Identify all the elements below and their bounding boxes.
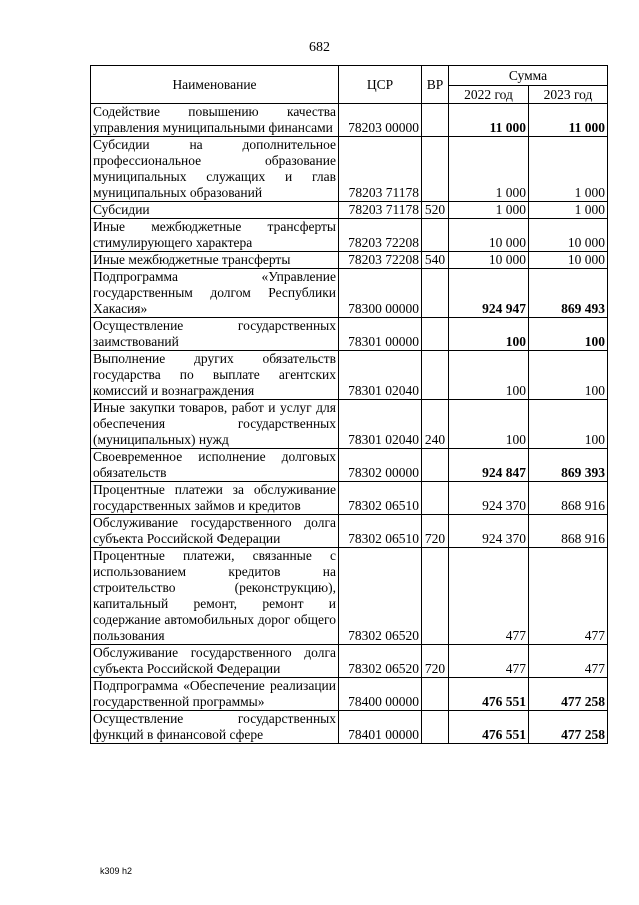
row-name: Подпрограмма «Управление государственным долгом Республики Хакасия»	[91, 269, 339, 318]
row-vr	[422, 137, 449, 202]
header-sum: Сумма	[449, 66, 608, 86]
page-number: 682	[309, 40, 330, 55]
row-csr: 78203 72208	[339, 219, 422, 252]
row-amount-2022: 100	[449, 318, 529, 351]
table-row	[91, 400, 608, 449]
row-name: Своевременное исполнение долговых обязательств	[91, 449, 339, 482]
table-row	[91, 318, 608, 351]
row-amount-2022: 100	[449, 400, 529, 449]
table-row	[91, 351, 608, 400]
header-vr: ВР	[422, 66, 449, 104]
row-csr: 78302 00000	[339, 449, 422, 482]
row-csr: 78302 06510	[339, 482, 422, 515]
row-amount-2023: 477 258	[529, 678, 608, 711]
table-row	[91, 104, 608, 137]
row-vr	[422, 318, 449, 351]
row-name: Выполнение других обязательств государства по выплате агентских комиссий и вознаграждения	[91, 351, 339, 400]
row-vr	[422, 219, 449, 252]
row-amount-2022: 477	[449, 548, 529, 645]
row-amount-2023: 1 000	[529, 137, 608, 202]
row-csr: 78203 00000	[339, 104, 422, 137]
row-name: Обслуживание государственного долга субъекта Российской Федерации	[91, 645, 339, 678]
table-row	[91, 219, 608, 252]
row-vr	[422, 482, 449, 515]
row-vr: 240	[422, 400, 449, 449]
table-header	[91, 66, 608, 104]
row-amount-2023: 477	[529, 645, 608, 678]
row-csr: 78203 72208	[339, 252, 422, 269]
table-body	[91, 104, 608, 744]
row-amount-2022: 10 000	[449, 219, 529, 252]
row-name: Процентные платежи, связанные с использованием кредитов на строительство (реконструкцию), капитальный ремонт, ремонт и содержание автомобильных дорог общего пользования	[91, 548, 339, 645]
row-vr	[422, 449, 449, 482]
row-amount-2022: 11 000	[449, 104, 529, 137]
table-row	[91, 202, 608, 219]
row-csr: 78302 06520	[339, 645, 422, 678]
row-name: Иные закупки товаров, работ и услуг для обеспечения государственных (муниципальных) нужд	[91, 400, 339, 449]
row-amount-2023: 1 000	[529, 202, 608, 219]
row-amount-2022: 1 000	[449, 202, 529, 219]
row-amount-2022: 10 000	[449, 252, 529, 269]
header-year-2022: 2022 год	[449, 86, 529, 104]
header-year-2023: 2023 год	[529, 86, 608, 104]
table-row	[91, 449, 608, 482]
row-amount-2022: 924 370	[449, 482, 529, 515]
row-vr: 520	[422, 202, 449, 219]
row-name: Содействие повышению качества управления муниципальными финансами	[91, 104, 339, 137]
row-csr: 78300 00000	[339, 269, 422, 318]
row-amount-2022: 1 000	[449, 137, 529, 202]
row-amount-2023: 100	[529, 400, 608, 449]
row-csr: 78400 00000	[339, 678, 422, 711]
row-amount-2023: 10 000	[529, 252, 608, 269]
row-amount-2023: 10 000	[529, 219, 608, 252]
table-row	[91, 252, 608, 269]
row-vr	[422, 104, 449, 137]
row-amount-2023: 869 393	[529, 449, 608, 482]
header-csr: ЦСР	[339, 66, 422, 104]
row-csr: 78302 06510	[339, 515, 422, 548]
row-csr: 78401 00000	[339, 711, 422, 744]
row-amount-2023: 477	[529, 548, 608, 645]
row-amount-2023: 868 916	[529, 515, 608, 548]
row-amount-2023: 100	[529, 318, 608, 351]
budget-table	[90, 65, 608, 744]
row-name: Процентные платежи за обслуживание государственных займов и кредитов	[91, 482, 339, 515]
row-vr	[422, 711, 449, 744]
row-amount-2022: 476 551	[449, 678, 529, 711]
table-row	[91, 711, 608, 744]
row-amount-2022: 476 551	[449, 711, 529, 744]
row-vr	[422, 678, 449, 711]
row-amount-2023: 100	[529, 351, 608, 400]
table-row	[91, 678, 608, 711]
row-amount-2022: 924 370	[449, 515, 529, 548]
row-amount-2023: 869 493	[529, 269, 608, 318]
table-row	[91, 548, 608, 645]
row-vr	[422, 548, 449, 645]
row-vr: 720	[422, 515, 449, 548]
row-vr	[422, 269, 449, 318]
row-name: Осуществление государственных функций в финансовой сфере	[91, 711, 339, 744]
row-vr	[422, 351, 449, 400]
row-vr: 720	[422, 645, 449, 678]
row-amount-2023: 477 258	[529, 711, 608, 744]
row-name: Иные межбюджетные трансферты	[91, 252, 339, 269]
row-name: Обслуживание государственного долга субъекта Российской Федерации	[91, 515, 339, 548]
row-csr: 78301 02040	[339, 351, 422, 400]
row-amount-2023: 868 916	[529, 482, 608, 515]
table-row	[91, 137, 608, 202]
row-name: Осуществление государственных заимствований	[91, 318, 339, 351]
row-name: Иные межбюджетные трансферты стимулирующего характера	[91, 219, 339, 252]
table-row	[91, 645, 608, 678]
row-amount-2022: 924 947	[449, 269, 529, 318]
row-csr: 78203 71178	[339, 202, 422, 219]
row-csr: 78302 06520	[339, 548, 422, 645]
row-name: Субсидии	[91, 202, 339, 219]
row-amount-2022: 477	[449, 645, 529, 678]
table-row	[91, 482, 608, 515]
row-csr: 78203 71178	[339, 137, 422, 202]
footer-code: k309 h2	[100, 866, 133, 876]
row-amount-2022: 100	[449, 351, 529, 400]
row-vr: 540	[422, 252, 449, 269]
row-csr: 78301 00000	[339, 318, 422, 351]
row-amount-2022: 924 847	[449, 449, 529, 482]
table-row	[91, 515, 608, 548]
row-csr: 78301 02040	[339, 400, 422, 449]
row-name: Субсидии на дополнительное профессиональное образование муниципальных служащих и глав муниципальных образований	[91, 137, 339, 202]
row-name: Подпрограмма «Обеспечение реализации государственной программы»	[91, 678, 339, 711]
row-amount-2023: 11 000	[529, 104, 608, 137]
table-row	[91, 269, 608, 318]
header-name: Наименование	[91, 66, 339, 104]
